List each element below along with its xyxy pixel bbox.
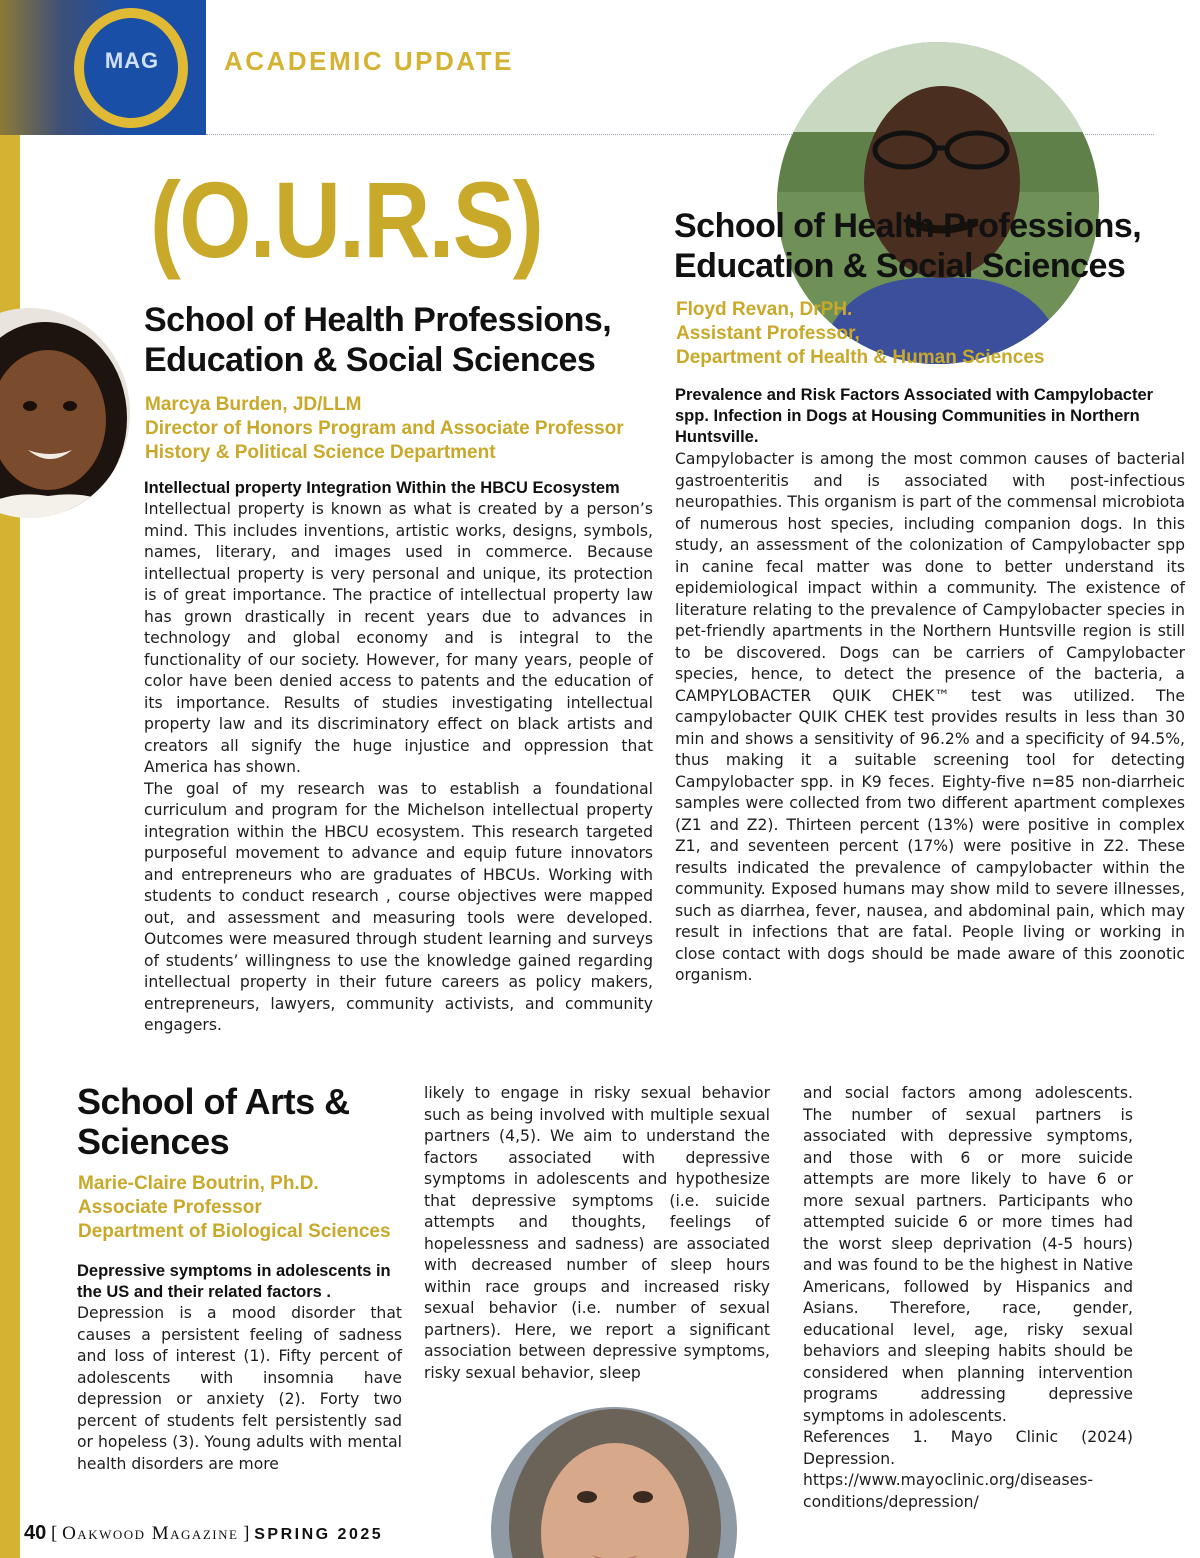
magazine-name: Oakwood Magazine xyxy=(62,1523,239,1544)
paragraph: Intellectual property is known as what is created by a person’s mind. This includes inventions, artistic works, designs, symbols, names, literary, and images used in commerce. Because intellectual property is very personal and unique, its protection is of great importance. The practice of intellectual property law has grown drastically in recent years due to advances in technology and global economy and is integral to the functionality of our society. However, for many years, people of color have been denied access to patents and the education of its importance. Results of studies investigating intellectual property law and its discriminatory effect on black artists and creators all signify the huge injustice and oppression that America has shown. xyxy=(144,500,653,776)
author-name: Marcya Burden, JD/LLM xyxy=(145,394,362,415)
logo-text: MAG xyxy=(104,48,160,73)
author-department: History & Political Science Department xyxy=(145,442,496,463)
article1-school-line: School of Health Professions, xyxy=(144,301,612,339)
ours-title: (O.U.R.S) xyxy=(150,159,543,280)
article2-title: Prevalence and Risk Factors Associated with Campylobacter spp. Infection in Dogs at Housing Communities in Northern Huntsville. xyxy=(675,386,1154,446)
article1-school-heading xyxy=(144,300,611,380)
article1-byline xyxy=(145,393,624,465)
paragraph: and social factors among adolescents. The number of sexual partners is associated with depressive symptoms, and those with 6 or more suicide attempts are more likely to have 6 or more sexual partners. Participants who attempted suicide 6 or more times had the worst sleep deprivation (4-5 hours) and was found to be the highest in Native Americans, followed by Hispanics and Asians. Therefore, race, gender, educational level, age, risky sexual behaviors and sleeping habits should be considered when planning intervention programs addressing depressive symptoms in adolescents. xyxy=(803,1084,1133,1425)
article1-school-line: Education & Social Sciences xyxy=(144,341,596,379)
article2-school-line: School of Health Professions, xyxy=(674,207,1142,245)
article3-school-heading xyxy=(77,1082,350,1162)
author-role: Assistant Professor, xyxy=(676,323,860,344)
page-footer xyxy=(24,1522,383,1545)
article3-column-2: likely to engage in risky sexual behavior such as being involved with multiple sexual partners (4,5). We aim to understand the factors associated with depressive symptoms in adolescents and hypothesize that depressive symptoms (i.e. suicide attempts and thoughts, feelings of hopelessness and sadness) are associated with decreased number of sleep hours within race groups and increased risky sexual behavior (i.e. number of sexual partners). Here, we report a significant association between depressive symptoms, risky sexual behavior, sleep xyxy=(424,1084,770,1382)
article2-byline xyxy=(676,298,1044,370)
author-name: Marie-Claire Boutrin, Ph.D. xyxy=(78,1173,319,1194)
marie-claire-boutrin-photo xyxy=(491,1407,737,1558)
footer-bracket-open: [ xyxy=(51,1523,58,1544)
author-department: Department of Health & Human Sciences xyxy=(676,347,1045,368)
author-name: Floyd Revan, DrPH. xyxy=(676,299,853,320)
author-department: Department of Biological Sciences xyxy=(78,1221,391,1242)
article2-school-heading xyxy=(674,206,1141,286)
references: References 1. Mayo Clinic (2024) Depression. https://www.mayoclinic.org/diseases-conditions/depression/ xyxy=(803,1428,1133,1511)
article1-body xyxy=(144,499,653,1037)
issue-season: SPRING 2025 xyxy=(254,1526,384,1543)
article3-column-3 xyxy=(803,1083,1133,1513)
footer-bracket-close: ] xyxy=(243,1523,250,1544)
article3-school-line: Sciences xyxy=(77,1121,230,1162)
article3-byline xyxy=(78,1172,391,1244)
article3-column-1: Depression is a mood disorder that causes a persistent feeling of sadness and loss of interest (1). Fifty percent of adolescents with insomnia have depression or anxiety (2). Forty two percent of students felt persistently sad or hopeless (3). Young adults with mental health disorders are more xyxy=(77,1304,402,1473)
article3-school-line: School of Arts & xyxy=(77,1081,350,1122)
article1-title: Intellectual property Integration Within the HBCU Ecosystem xyxy=(144,479,620,497)
article3-title: Depressive symptoms in adolescents in the US and their related factors . xyxy=(77,1262,391,1301)
marcya-burden-photo xyxy=(0,308,130,518)
paragraph: Campylobacter is among the most common causes of bacterial gastroenteritis and is associated with post-infectious neuropathies. This organism is part of the commensal microbiota of numerous host species, including companion dogs. In this study, an assessment of the colonization of Campylobacter spp in canine fecal matter was done to better understand its epidemiological impact within a community. The existence of literature relating to the prevalence of Campylobacter species in pet-friendly apartments in the Northern Huntsville region is still to be discovered. Dogs can be carriers of Campylobacter species, hence, to detect the presence of the bacteria, a CAMPYLOBACTER QUIK CHEK™ test was utilized. The campylobacter QUIK CHEK test provides results in less than 30 min and shows a sensitivity of 96.2% and a specificity of 94.5%, thus making it a suitable screening tool for detecting Campylobacter spp. in K9 feces. Eighty-five n=85 non-diarrheic samples were collected from two different apartment complexes (Z1 and Z2). Thirteen percent (13%) were positive in complex Z1, and seventeen percent (17%) were positive in Z2. These results indicated the prevalence of campylobacter within the community. Exposed humans may show mild to severe illnesses, such as diarrhea, fever, nausea, and abdominal pain, which may result in infections that are fatal. People living or working in close contact with dogs should be made aware of this zoonotic organism. xyxy=(675,450,1185,984)
article2-body xyxy=(675,449,1185,987)
paragraph: The goal of my research was to establish a foundational curriculum and program for the Michelson intellectual property integration within the HBCU ecosystem. This research targeted purposeful movement to advance and equip future innovators and entrepreneurs who are graduates of HBCUs. Working with students to conduct research , course objectives were mapped out, and assessment and measuring tools were developed. Outcomes were measured through student learning and surveys of students’ willingness to use the knowledge gained regarding intellectual property in their future careers as policy makers, entrepreneurs, lawyers, community activists, and community engagers. xyxy=(144,779,653,1034)
section-label: ACADEMIC UPDATE xyxy=(224,46,514,76)
page-number: 40 xyxy=(24,1522,47,1544)
author-role: Director of Honors Program and Associate Professor xyxy=(145,418,624,439)
author-role: Associate Professor xyxy=(78,1197,262,1218)
article2-school-line: Education & Social Sciences xyxy=(674,247,1126,285)
